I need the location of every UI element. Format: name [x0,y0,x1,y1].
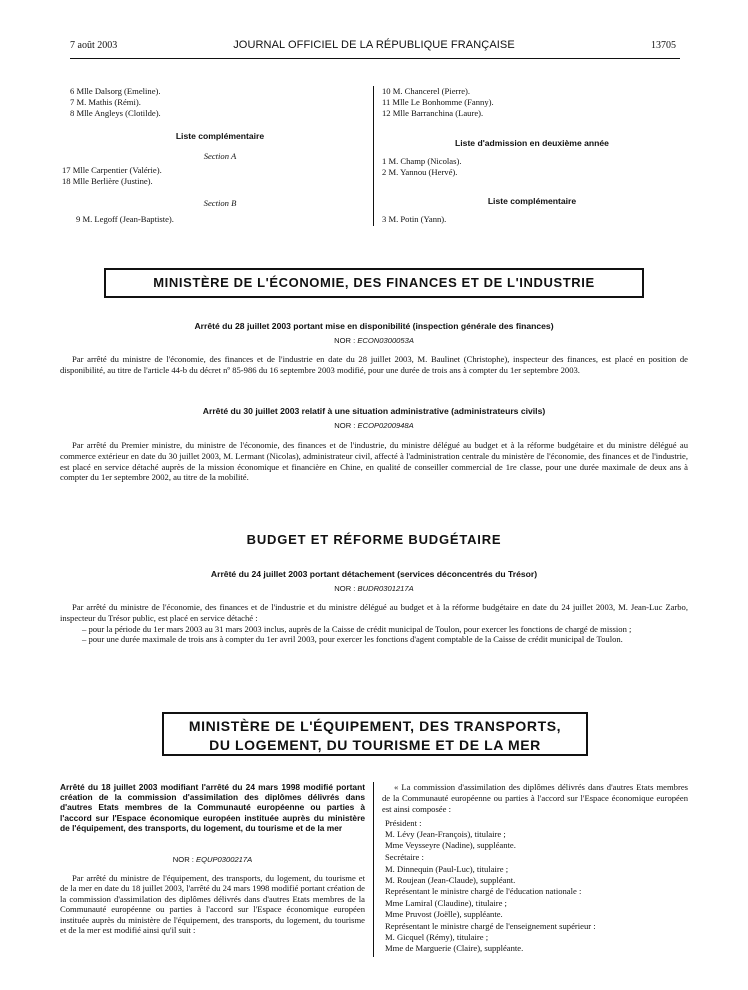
list-item: 3 M. Potin (Yann). [382,214,447,224]
list-item: 8 Mlle Angleys (Clotilde). [70,108,161,118]
complementary-list-title: Liste complémentaire [487,196,577,206]
decree-title: Arrêté du 30 juillet 2003 relatif à une situation administrative (administrateurs civils) [202,406,546,416]
composition-line: Représentant le ministre chargé de l'éducation nationale : [385,886,582,896]
composition-line: Mme Pruvost (Joëlle), suppléante. [385,909,503,919]
decree-body: Par arrêté du ministre de l'économie, des finances et de l'industrie en date du 28 juillet 2003, M. Baulinet (Christophe), inspecteur des finances, est placé en position de disponibilité, au titre de l'article 44-b du décret nº 85-986 du 16 septembre 2003 modifié, pour une durée de trois ans à compter du 1er septembre 2003. [60,354,688,375]
list-item: 10 M. Chancerel (Pierre). [382,86,471,96]
decree-title: Arrêté du 18 juillet 2003 modifiant l'arrêté du 24 mars 1998 modifié portant création de la commission d'assimilation des diplômes délivrés dans d'autres Etats membres de la Communauté européenne ou parties à l'accord sur l'Espace économique européen instituée auprès du ministère de l'équipement, des transports, du logement, du tourisme et de la mer [60,782,365,833]
column-divider [373,86,374,226]
section-a-title: Section A [203,151,237,161]
decree-title: Arrêté du 24 juillet 2003 portant détachement (services déconcentrés du Trésor) [210,569,538,579]
page-header [0,38,748,58]
list-item: 17 Mlle Carpentier (Valérie). [62,165,162,175]
header-date: 7 août 2003 [70,40,118,51]
composition-line: M. Dinnequin (Paul-Luc), titulaire ; [385,864,509,874]
commission-composition: « La commission d'assimilation des diplômes délivrés dans d'autres Etats membres de la Communauté européenne ou parties à l'accord sur l'Espace économique européen est ainsi composée : [382,782,688,814]
ministry-economy-heading: MINISTÈRE DE L'ÉCONOMIE, DES FINANCES ET DE L'INDUSTRIE [104,268,644,298]
composition-line: Mme de Marguerie (Claire), suppléante. [385,943,524,953]
composition-line: Secrétaire : [385,852,424,862]
list-item: – pour la période du 1er mars 2003 au 31 mars 2003 inclus, auprès de la Caisse de crédit municipal de Toulon, pour exercer les fonctions de chargé de mission ; [82,623,632,634]
composition-line: Mme Lamiral (Claudine), titulaire ; [385,898,507,908]
complementary-list-title: Liste complémentaire [175,131,265,141]
composition-line: Président : [385,818,422,828]
list-item: 18 Mlle Berlière (Justine). [62,176,153,186]
list-item: 1 M. Champ (Nicolas). [382,156,462,166]
budget-heading: BUDGET ET RÉFORME BUDGÉTAIRE [246,532,502,547]
nor-reference: NOR : ECOP0200948A [334,421,414,430]
section-b-title: Section B [203,198,237,208]
list-item: 11 Mlle Le Bonhomme (Fanny). [382,97,494,107]
list-item: 2 M. Yannou (Hervé). [382,167,458,177]
list-item: 12 Mlle Barranchina (Laure). [382,108,484,118]
journal-title: JOURNAL OFFICIEL DE LA RÉPUBLIQUE FRANÇAISE [233,39,515,51]
composition-line: Mme Veysseyre (Nadine), suppléante. [385,840,516,850]
list-item: – pour une durée maximale de trois ans à compter du 1er avril 2003, pour exercer les fonctions d'agent comptable de la Caisse de crédit municipal de Toulon. [82,634,623,645]
page-number: 13705 [651,40,676,51]
composition-line: M. Roujean (Jean-Claude), suppléant. [385,875,516,885]
composition-line: M. Gicquel (Rémy), titulaire ; [385,932,489,942]
header-rule [70,58,680,59]
nor-reference: NOR : BUDR0301217A [334,584,414,593]
composition-line: M. Lévy (Jean-François), titulaire ; [385,829,506,839]
decree-body: Par arrêté du ministre de l'équipement, des transports, du logement, du tourisme et de la mer en date du 18 juillet 2003, l'arrêté du 24 mars 1998 modifié portant création de la commission d'assimilation des diplômes délivrés dans d'autres Etats membres de la Communauté européenne ou parties à l'accord sur l'Espace économique européen instituée auprès du ministère de l'équipement, des transports, du logement, du tourisme et de la mer est modifié ainsi qu'il suit : [60,873,365,936]
admission-list-title: Liste d'admission en deuxième année [455,138,609,148]
decree-body: Par arrêté du ministre de l'économie, des finances et de l'industrie et du ministre délégué au budget et à la réforme budgétaire en date du 24 juillet 2003, M. Jean-Luc Zarbo, inspecteur du Trésor public, est placé en service détaché : – pour la période du 1er mars 2003 au 31 mars 2003 inclus, auprès de la Caisse de crédit municipal de Toulon, pour exercer les fonctions de chargé de mission ; – pour une durée maximale de trois ans à compter du 1er avril 2003, pour exercer les fonctions d'agent comptable de la Caisse de crédit municipal de Toulon. [60,602,688,645]
list-item: 6 Mlle Dalsorg (Emeline). [70,86,161,96]
list-item: 9 M. Legoff (Jean-Baptiste). [76,214,174,224]
nor-reference: NOR : ECON0300053A [334,336,414,345]
decree-title: Arrêté du 28 juillet 2003 portant mise en disponibilité (inspection générale des finances) [194,321,554,331]
list-item: 7 M. Mathis (Rémi). [70,97,141,107]
ministry-equipment-heading: MINISTÈRE DE L'ÉQUIPEMENT, DES TRANSPORTS, DU LOGEMENT, DU TOURISME ET DE LA MER [162,712,588,756]
decree-body: Par arrêté du Premier ministre, du ministre de l'économie, des finances et de l'industrie, du ministre délégué au budget et à la réforme budgétaire et du ministre délégué au commerce extérieur en date du 30 juillet 2003, M. Lermant (Nicolas), administrateur civil, affecté à l'administration centrale du ministère de l'économie, des finances et de l'industrie, est placé en service détaché auprès de la mission économique et financière en Chine, en qualité de conseiller commercial de 1re classe, pour une durée maximale de deux ans à compter du 1er septembre 2002, au titre de la mobilité. [60,440,688,483]
composition-line: Représentant le ministre chargé de l'enseignement supérieur : [385,921,596,931]
nor-reference: NOR : EQUP0300217A [172,855,253,864]
column-divider [373,782,374,957]
